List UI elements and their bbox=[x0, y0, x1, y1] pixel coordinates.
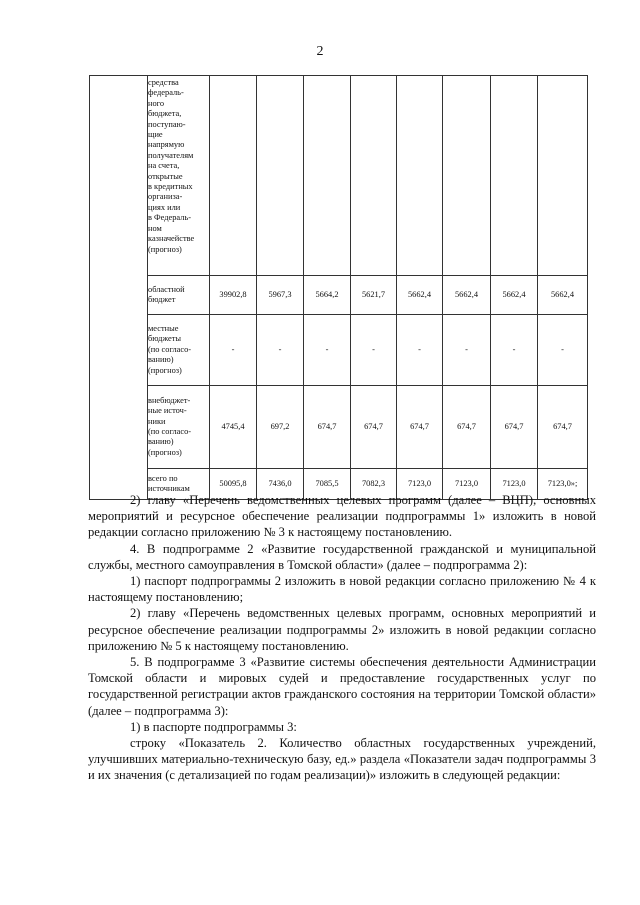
value-cell bbox=[351, 76, 397, 276]
value-cell: 5662,4 bbox=[443, 276, 491, 315]
value-cell: 674,7 bbox=[538, 386, 588, 469]
value-cell: 50095,8 bbox=[210, 469, 257, 500]
value-cell: 5662,4 bbox=[491, 276, 538, 315]
value-cell: 674,7 bbox=[397, 386, 443, 469]
paragraph: 4. В подпрограмме 2 «Развитие государственной гражданской и муниципальной службы, местного самоуправления в Томской области» (далее – подпрограмма 2): bbox=[88, 541, 596, 572]
funding-table bbox=[89, 75, 588, 500]
value-cell: 7123,0 bbox=[443, 469, 491, 500]
value-cell: 5662,4 bbox=[397, 276, 443, 315]
value-cell: 39902,8 bbox=[210, 276, 257, 315]
value-cell: - bbox=[351, 315, 397, 386]
value-cell: 4745,4 bbox=[210, 386, 257, 469]
value-cell: - bbox=[210, 315, 257, 386]
value-cell: 7085,5 bbox=[304, 469, 351, 500]
value-cell: 7123,0 bbox=[491, 469, 538, 500]
paragraph: 2) главу «Перечень ведомственных целевых программ, основных мероприятий и ресурсное обеспечение реализации подпрограммы 2» изложить в новой редакции согласно приложению № 5 к настоящему постановлению. bbox=[88, 606, 596, 653]
merged-blank-cell bbox=[90, 76, 148, 500]
source-label: всего по источникам bbox=[148, 469, 210, 500]
value-cell: - bbox=[397, 315, 443, 386]
value-cell bbox=[397, 76, 443, 276]
paragraph: 2) главу «Перечень ведомственных целевых программ (далее – ВЦП), основных мероприятий и ресурсное обеспечение реализации подпрограммы 1» изложить в новой редакции согласно приложению № 3 к настоящему постановлению. bbox=[88, 493, 596, 540]
value-cell: 5662,4 bbox=[538, 276, 588, 315]
value-cell: 5621,7 bbox=[351, 276, 397, 315]
value-cell: 674,7 bbox=[351, 386, 397, 469]
value-cell: - bbox=[491, 315, 538, 386]
value-cell bbox=[491, 76, 538, 276]
value-cell: 7436,0 bbox=[257, 469, 304, 500]
value-cell: 5664,2 bbox=[304, 276, 351, 315]
source-label: местные бюджеты (по согласо- ванию) (прогноз) bbox=[148, 315, 210, 386]
paragraph: 1) в паспорте подпрограммы 3: bbox=[130, 719, 297, 734]
value-cell: - bbox=[538, 315, 588, 386]
table-row bbox=[90, 76, 588, 276]
value-cell bbox=[304, 76, 351, 276]
value-cell bbox=[443, 76, 491, 276]
table-row bbox=[90, 276, 588, 315]
paragraph: 5. В подпрограмме 3 «Развитие системы обеспечения деятельности Администрации Томской области и мировых судей и предоставление государственных услуг по государственной регистрации актов гражданского состояния на территории Томской области» (далее – подпрограмма 3): bbox=[88, 655, 596, 718]
paragraph: строку «Показатель 2. Количество областных государственных учреждений, улучшивших материально-техническую базу, ед.» раздела «Показатели задач подпрограммы 3 и их значения (с детализацией по годам реализации)» изложить в следующей редакции: bbox=[88, 736, 596, 783]
document-body bbox=[88, 492, 596, 784]
value-cell: 674,7 bbox=[304, 386, 351, 469]
source-label: областной бюджет bbox=[148, 276, 210, 315]
value-cell: 7082,3 bbox=[351, 469, 397, 500]
source-label: средства федераль- ного бюджета, поступаю- щие напрямую получателям на счета, открытые в кредитных организа- циях или в Федераль- ном казначействе (прогноз) bbox=[148, 76, 210, 276]
value-cell bbox=[257, 76, 304, 276]
value-cell: 7123,0 bbox=[397, 469, 443, 500]
value-cell: - bbox=[257, 315, 304, 386]
value-cell bbox=[538, 76, 588, 276]
value-cell: 674,7 bbox=[443, 386, 491, 469]
paragraph: 1) паспорт подпрограммы 2 изложить в новой редакции согласно приложению № 4 к настоящему постановлению; bbox=[88, 574, 596, 605]
value-cell: 674,7 bbox=[491, 386, 538, 469]
table-row bbox=[90, 315, 588, 386]
value-cell bbox=[210, 76, 257, 276]
source-label: внебюджет- ные источ- ники (по согласо- ванию) (прогноз) bbox=[148, 386, 210, 469]
table-row bbox=[90, 386, 588, 469]
value-cell: 697,2 bbox=[257, 386, 304, 469]
value-cell: - bbox=[443, 315, 491, 386]
page-number: 2 bbox=[316, 44, 324, 59]
value-cell: 7123,0»; bbox=[538, 469, 588, 500]
value-cell: - bbox=[304, 315, 351, 386]
value-cell: 5967,3 bbox=[257, 276, 304, 315]
